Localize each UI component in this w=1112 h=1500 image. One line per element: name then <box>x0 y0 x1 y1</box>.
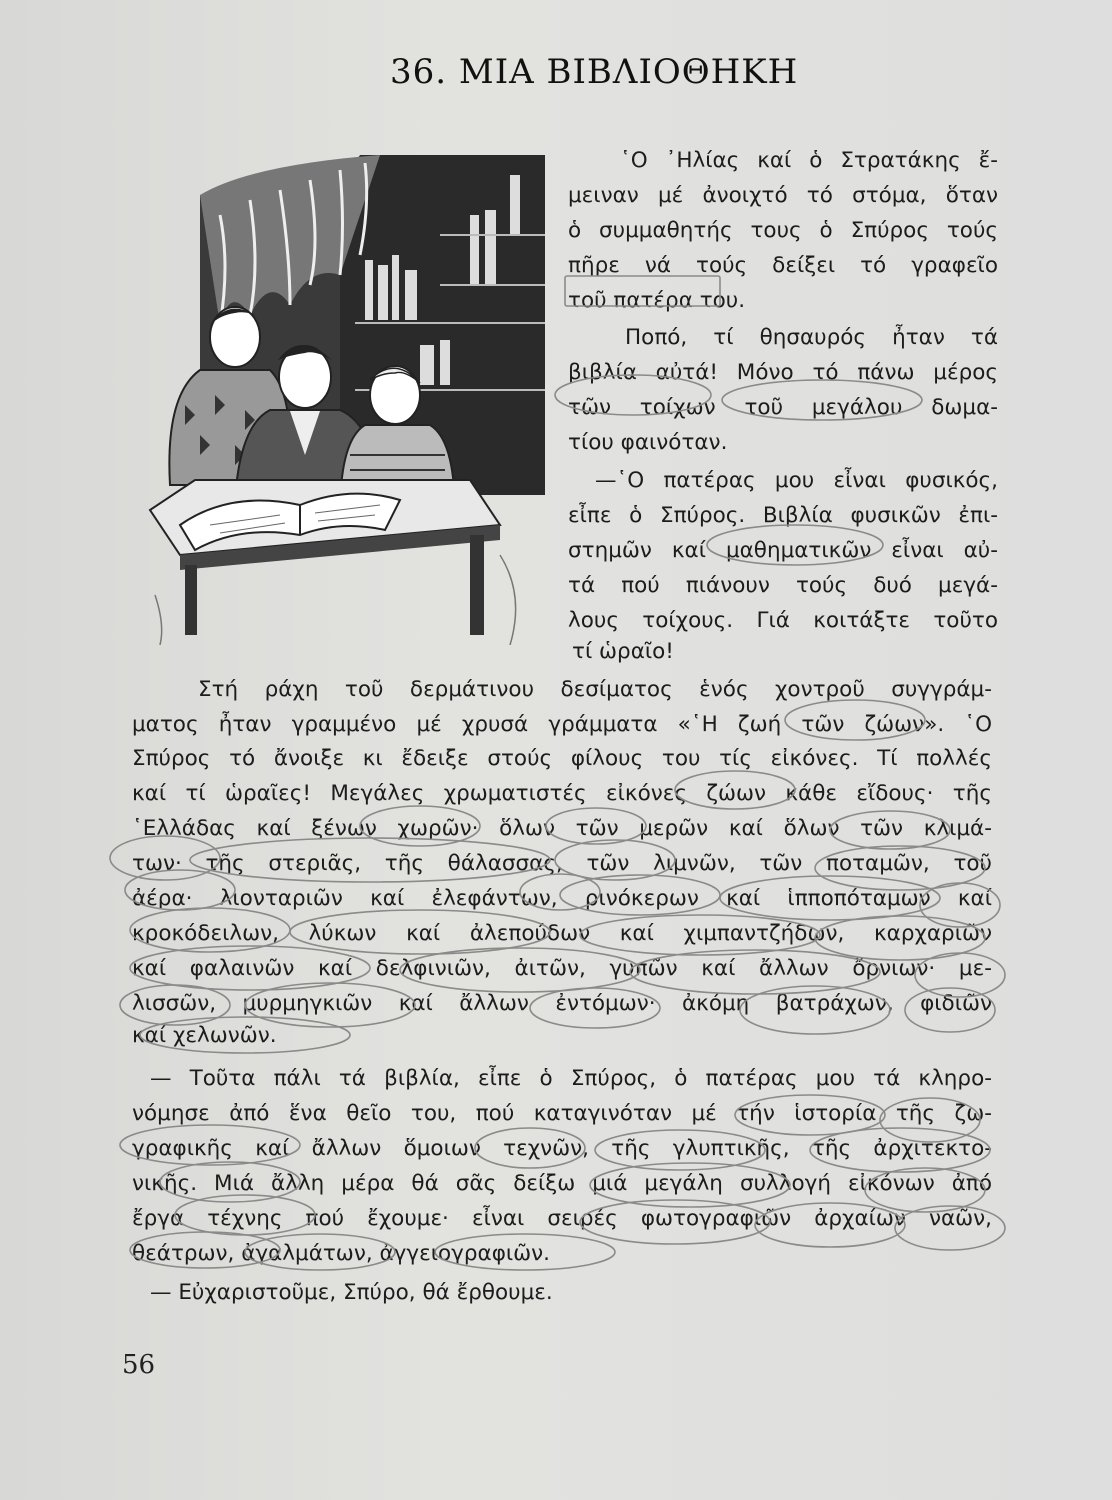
text-line: τοῦ πατέρα του. <box>568 288 746 313</box>
text-line: τῶν τοίχων τοῦ μεγάλου δωμα- <box>568 395 998 420</box>
illustration-boys-reading <box>140 155 545 645</box>
text-line: λους τοίχους. Γιά κοιτάξτε τοῦτο <box>568 608 998 633</box>
text-line: θεάτρων, ἀγαλμάτων, ἀγγειογραφιῶν. <box>132 1241 551 1266</box>
page-number: 56 <box>122 1350 156 1380</box>
text-line: ματος ἦταν γραμμένο μέ χρυσά γράμματα «῾Η ζωή τῶν ζώων». ῾Ο <box>132 712 992 737</box>
text-line: ῾Ο ᾿Ηλίας καί ὁ Στρατάκης ἔ- <box>620 148 998 173</box>
chapter-title: 36. ΜΙΑ ΒΙΒΛΙΟΘΗΚΗ <box>390 52 799 92</box>
text-line: τά πού πιάνουν τούς δυό μεγά- <box>568 573 998 598</box>
text-line: κροκόδειλων, λύκων καί ἀλεπούδων καί χιμπαντζήδων, καρχαριῶν <box>132 921 992 946</box>
text-line: ῾Ελλάδας καί ξένων χωρῶν· ὅλων τῶν μερῶν καί ὅλων τῶν κλιμά- <box>132 816 992 841</box>
text-line: νικῆς. Μιά ἄλλη μέρα θά σᾶς δείξω μιά μεγάλη συλλογή εἰκόνων ἀπό <box>132 1171 992 1196</box>
text-line: ἀέρα· λιονταριῶν καί ἐλεφάντων, ρινόκερων καί ἱπποπόταμων καί <box>132 886 992 911</box>
text-line: τίου φαινόταν. <box>568 430 728 455</box>
text-line: των· τῆς στεριᾶς, τῆς θάλασσας, τῶν λιμνῶν, τῶν ποταμῶν, τοῦ <box>132 851 992 876</box>
text-line: καί τί ὡραῖες! Μεγάλες χρωματιστές εἰκόνες ζώων κάθε εἴδους· τῆς <box>132 781 992 806</box>
text-line: ὁ συμμαθητής τους ὁ Σπύρος τούς <box>568 218 998 243</box>
text-line: τί ὡραῖο! <box>572 639 674 664</box>
text-line: βιβλία αὐτά! Μόνο τό πάνω μέρος <box>568 360 998 385</box>
text-line: Στή ράχη τοῦ δερμάτινου δεσίματος ἑνός χοντροῦ συγγράμ- <box>198 677 992 702</box>
text-line: — Εὐχαριστοῦμε, Σπύρο, θά ἔρθουμε. <box>150 1280 553 1305</box>
text-line: εἶπε ὁ Σπύρος. Βιβλία φυσικῶν ἐπι- <box>568 503 998 528</box>
text-line: λισσῶν, μυρμηγκιῶν καί ἄλλων ἐντόμων· ἀκόμη βατράχων, φιδιῶν <box>132 991 992 1016</box>
text-line: Ποπό, τί θησαυρός ἦταν τά <box>625 325 998 350</box>
text-line: —῾Ο πατέρας μου εἶναι φυσικός, <box>595 468 998 493</box>
text-line: — Τοῦτα πάλι τά βιβλία, εἶπε ὁ Σπύρος, ὁ πατέρας μου τά κληρο- <box>150 1066 992 1091</box>
text-line: στημῶν καί μαθηματικῶν εἶναι αὐ- <box>568 538 998 563</box>
text-line: ἔργα τέχνης πού ἔχουμε· εἶναι σειρές φωτογραφιῶν ἀρχαίων ναῶν, <box>132 1206 992 1231</box>
text-line: μειναν μέ ἀνοιχτό τό στόμα, ὅταν <box>568 183 998 208</box>
text-line: γραφικῆς καί ἄλλων ὅμοιων τεχνῶν, τῆς γλυπτικῆς, τῆς ἀρχιτεκτο- <box>132 1136 992 1161</box>
text-line: καί φαλαινῶν καί δελφινιῶν, ἀιτῶν, γυπῶν καί ἄλλων ὄρνιων· με- <box>132 956 992 981</box>
text-line: Σπύρος τό ἄνοιξε κι ἔδειξε στούς φίλους του τίς εἰκόνες. Τί πολλές <box>132 746 992 771</box>
text-line: καί χελωνῶν. <box>132 1023 277 1048</box>
text-line: πῆρε νά τούς δείξει τό γραφεῖο <box>568 253 998 278</box>
text-line: νόμησε ἀπό ἕνα θεῖο του, πού καταγινόταν μέ τήν ἱστορία τῆς ζω- <box>132 1101 992 1126</box>
